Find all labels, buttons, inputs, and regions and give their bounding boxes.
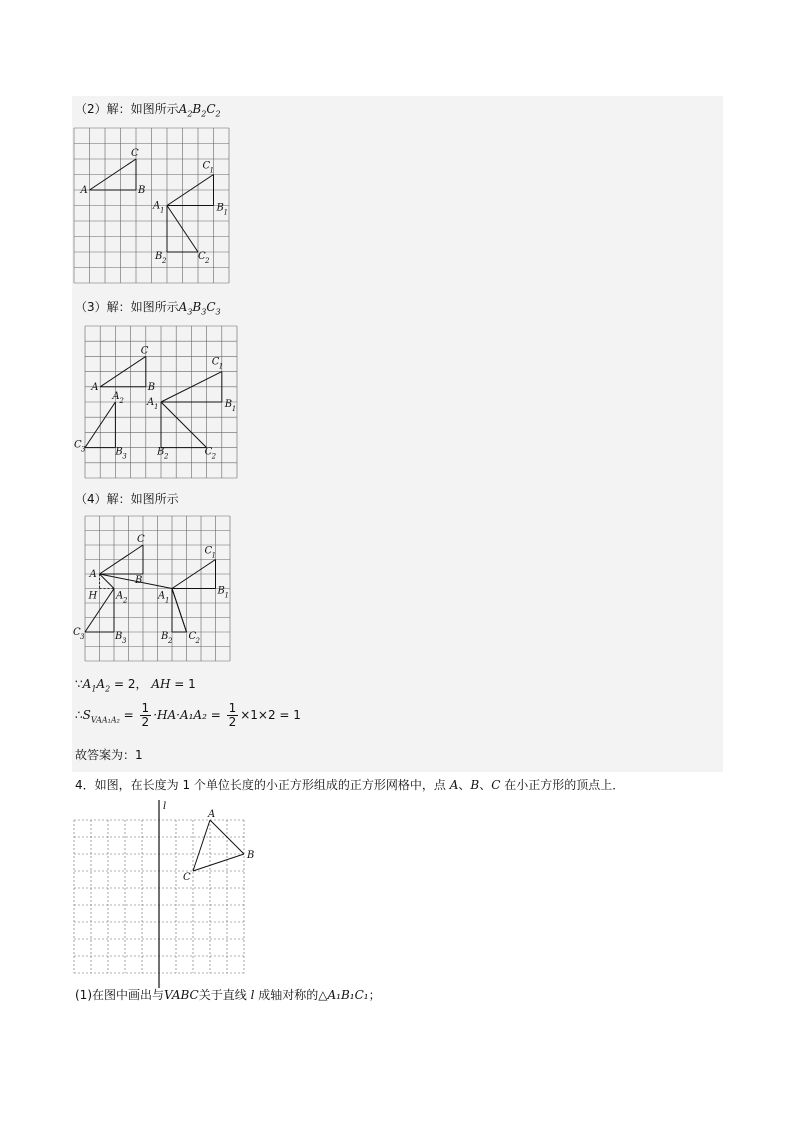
point-label-subscript: 1 bbox=[165, 596, 170, 605]
point-label: B bbox=[157, 446, 165, 458]
point-label: C bbox=[74, 439, 82, 451]
point-label: A bbox=[158, 590, 166, 602]
triangle-side bbox=[161, 402, 207, 448]
point-label-subscript: 1 bbox=[211, 551, 216, 560]
point-label-subscript: 1 bbox=[160, 206, 165, 215]
point-label-subscript: 2 bbox=[162, 257, 167, 265]
point-label: C bbox=[188, 631, 197, 642]
point-label: B bbox=[115, 446, 123, 458]
point-label-subscript: 1 bbox=[223, 208, 228, 217]
figure-question-4 bbox=[73, 800, 263, 975]
point-label: H bbox=[88, 590, 98, 602]
figure-part2 bbox=[73, 127, 233, 287]
point-label-subscript: 2 bbox=[205, 257, 210, 265]
point-label: B bbox=[155, 251, 163, 262]
point-label-subscript: 2 bbox=[211, 452, 217, 461]
point-label: A bbox=[91, 381, 99, 393]
figure-part3 bbox=[73, 325, 241, 480]
point-label-subscript: 1 bbox=[224, 591, 229, 600]
point-label-subscript: 1 bbox=[231, 405, 237, 413]
axis-label: l bbox=[163, 801, 167, 812]
point-label: A bbox=[208, 809, 216, 820]
point-label: B bbox=[135, 575, 143, 586]
figure-part4 bbox=[73, 515, 233, 665]
triangle-side bbox=[193, 820, 210, 871]
point-label: C bbox=[137, 534, 145, 545]
point-label: A bbox=[153, 200, 161, 212]
point-label-subscript: 3 bbox=[122, 637, 127, 645]
point-label: C bbox=[73, 627, 81, 638]
point-label: A bbox=[112, 391, 120, 402]
point-label-subscript: 2 bbox=[168, 637, 173, 645]
point-label: B bbox=[216, 202, 224, 214]
part3-heading: （3）解：如图所示$A_3B_3C_3$ bbox=[75, 300, 221, 317]
point-label: B bbox=[138, 185, 146, 196]
question-4: 4．如图，在长度为 1 个单位长度的小正方形组成的正方形网格中，点 A、B、C 在小正方形的顶点上． bbox=[75, 778, 625, 792]
point-label: C bbox=[183, 872, 191, 883]
triangle-side bbox=[172, 589, 187, 633]
point-label: C bbox=[204, 446, 213, 458]
point-label-subscript: 2 bbox=[123, 596, 128, 605]
point-label: B bbox=[161, 631, 169, 642]
point-label: B bbox=[224, 399, 233, 410]
point-label-subscript: 3 bbox=[80, 633, 85, 641]
point-label: B bbox=[217, 585, 225, 597]
point-label: C bbox=[198, 251, 206, 262]
point-label-subscript: 3 bbox=[122, 452, 127, 461]
fraction-half-2: $\frac{1}{2}$ bbox=[228, 701, 237, 729]
question-4-part-1: (1)在图中画出与VABC关于直线 l 成轴对称的△A₁B₁C₁； bbox=[75, 988, 381, 1002]
point-label: B bbox=[247, 850, 255, 861]
point-label: A bbox=[80, 185, 88, 196]
point-label: C bbox=[204, 545, 213, 557]
point-label: A bbox=[89, 569, 97, 580]
point-label: C bbox=[202, 160, 211, 172]
point-label-subscript: 3 bbox=[81, 445, 86, 454]
point-label-subscript: 2 bbox=[164, 452, 169, 461]
point-label: A bbox=[147, 397, 155, 408]
point-label: A bbox=[116, 590, 124, 602]
point-label-subscript: 2 bbox=[119, 397, 124, 405]
point-label: C bbox=[211, 356, 220, 368]
point-label-subscript: 1 bbox=[218, 362, 224, 371]
equation-because: $\because A_1A_2 = 2$， AH = 1 bbox=[75, 677, 196, 694]
point-label-subscript: 2 bbox=[195, 637, 200, 645]
point-label: B bbox=[147, 381, 156, 393]
part2-heading: （2）解：如图所示$A_2B_2C_2$ bbox=[75, 102, 221, 119]
equation-therefore: $\therefore S_{VAA_1A_2}$ = $\frac{1}{2}$ ·HA·A₁A₂ = $\frac{1}{2}$ ×1×2 = 1 bbox=[75, 701, 301, 729]
fraction-half: $\frac{1}{2}$ bbox=[141, 701, 150, 729]
point-label: B bbox=[115, 631, 123, 642]
triangle-side bbox=[193, 854, 244, 871]
point-label-subscript: 1 bbox=[209, 166, 214, 175]
answer-line: 故答案为：1 bbox=[75, 748, 143, 762]
point-label-subscript: 1 bbox=[154, 403, 159, 411]
point-label: C bbox=[131, 148, 139, 159]
part4-heading: （4）解：如图所示 bbox=[75, 492, 179, 506]
point-label: C bbox=[140, 345, 149, 357]
